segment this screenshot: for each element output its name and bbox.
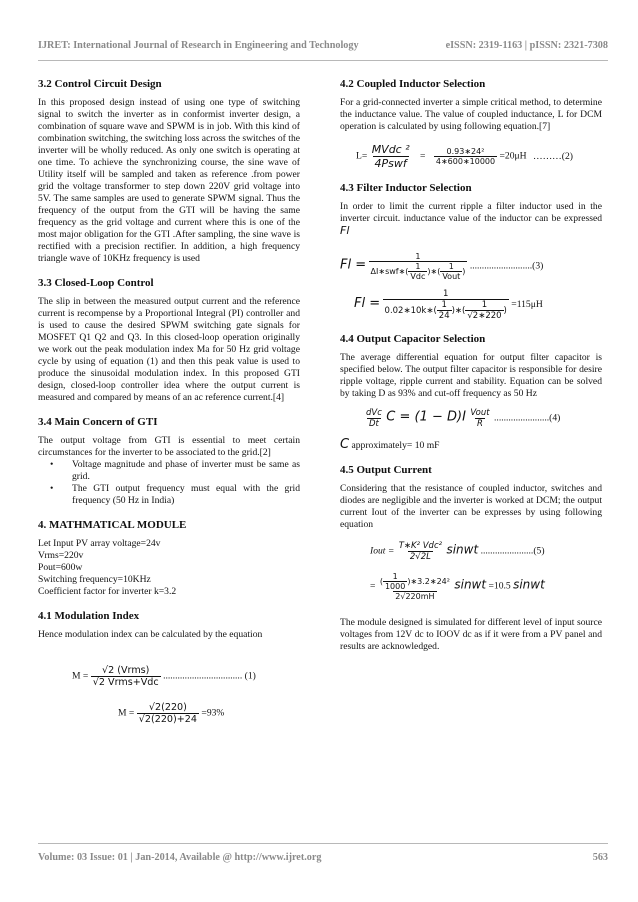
bullet-list — [38, 459, 300, 507]
eq-denominator: Vout — [442, 272, 461, 281]
eq-term: 0.02∗10k∗ — [384, 306, 434, 316]
eq-denominator: ΔI∗swf∗( $\frac{1}{\text{Vdc}}$ )∗( $\frac{1}{\text{Vout}}$ ) — [370, 262, 466, 281]
section-heading: 3.3 Closed-Loop Control — [38, 277, 154, 289]
equation-4 — [364, 408, 602, 429]
section-heading: 4.3 Filter Inductor Selection — [340, 182, 472, 194]
footer-rule — [38, 843, 608, 844]
eq-numerator: 1 — [415, 252, 421, 261]
eq-result: =115μH — [511, 299, 543, 311]
bullet-item: • Voltage magnitude and phase of inverter must be same as grid. — [38, 459, 300, 483]
eq-fraction — [437, 300, 452, 321]
eq-function: sinwt — [513, 577, 545, 592]
section-paragraph: For a grid-connected inverter a simple critical method, to determine the inductance value. The value of coupled inductance, L for DCM operation is calculated by using following equation.[7] — [340, 97, 602, 132]
eq-fraction — [397, 541, 444, 562]
issn-label: eISSN: 2319-1163 | pISSN: 2321-7308 — [445, 40, 608, 51]
eq-denominator: √2 Vrms+Vdc — [92, 677, 159, 688]
eq-denominator: R — [477, 419, 483, 429]
eq-denominator: Dt — [369, 419, 379, 429]
eq-numerator: 0.93∗24² — [446, 147, 485, 156]
section-4 — [38, 519, 300, 598]
eq-denominator: √2∗220 — [467, 311, 502, 321]
section-heading: 4.2 Coupled Inductor Selection — [340, 78, 486, 90]
eq-fraction — [408, 262, 427, 281]
eq-denominator: 24 — [438, 311, 450, 321]
eq-result: approximately= 10 mF — [351, 440, 440, 451]
eq-denominator: 1000 — [384, 582, 406, 591]
eq-function: sinwt — [454, 577, 487, 592]
header-rule — [38, 60, 608, 61]
section-4-3 — [340, 182, 602, 321]
left-column — [38, 78, 300, 737]
eq-symbol: C — [340, 437, 350, 452]
running-footer — [38, 852, 608, 863]
section-heading: 4.1 Modulation Index — [38, 610, 140, 622]
equation-2 — [356, 143, 602, 170]
eq-denominator: 2√220mH — [395, 592, 435, 601]
section-heading: 4.4 Output Capacitor Selection — [340, 333, 486, 345]
eq-numerator: 1 — [392, 572, 398, 581]
eq-fraction — [137, 702, 199, 725]
eq-fraction — [383, 572, 407, 591]
eq-numerator: 1 — [442, 289, 449, 299]
eq-number: ………(2) — [532, 150, 573, 162]
equation-1-result — [118, 702, 300, 725]
eq-numerator: √2 (Vrms) — [101, 665, 150, 676]
eq-denominator: 4Pswf — [374, 157, 407, 170]
eq-result: =93% — [201, 707, 225, 719]
parameter-line: Let Input PV array voltage=24v — [38, 538, 161, 549]
eq-number: .......................(4) — [494, 412, 561, 424]
equation-3-result — [354, 289, 602, 321]
eq-denominator: 0.02∗10k∗( $\frac{1}{24}$ )∗( $\frac{1}{√2∗220}$ ) — [384, 300, 507, 321]
eq-denominator: √2(220)+24 — [138, 714, 198, 725]
equation-5-result — [370, 572, 602, 601]
page-number: 563 — [592, 852, 608, 863]
eq-fraction — [378, 572, 452, 601]
eq-numerator: 1 — [415, 262, 421, 271]
section-4-2 — [340, 78, 602, 170]
eq-fraction — [440, 262, 462, 281]
parameter-line: Switching frequency=10KHz — [38, 574, 151, 585]
eq-fraction — [465, 300, 503, 321]
eq-fraction — [383, 289, 509, 321]
journal-name: IJRET: International Journal of Research in Engineering and Technology — [38, 40, 359, 51]
eq-denominator: Vdc — [410, 272, 426, 281]
eq-fraction — [468, 408, 491, 429]
eq-denominator: 4∗600∗10000 — [435, 157, 496, 166]
eq-numerator: 1 — [441, 300, 447, 310]
section-paragraph: Considering that the resistance of coupled inductor, switches and diodes are negligible and the inverter is worked at DCM; the output current Iout of the inverter can be expresses by using following equation — [340, 483, 602, 530]
eq-denominator: 2√2L — [409, 552, 431, 562]
eq-numerator: √2(220) — [148, 702, 187, 713]
section-paragraph — [340, 201, 602, 238]
paragraph-text: In order to limit the current ripple a filter inductor used in the inverter circuit. inductance value of the inductor can be expressed — [340, 201, 602, 224]
eq-numerator: 1 — [481, 300, 488, 310]
eq-lhs: Iout = — [370, 545, 395, 557]
bullet-item: • The GTI output frequency must equal with the grid frequency (50 Hz in India) — [38, 483, 300, 507]
parameter-line: Coefficient factor for inverter k=3.2 — [38, 586, 177, 597]
eq-number: ................................. (1) — [163, 670, 256, 682]
eq-lhs: L= — [356, 150, 368, 162]
section-4-1 — [38, 610, 300, 725]
running-header — [38, 40, 608, 51]
equation-3 — [340, 252, 602, 281]
eq-numerator: T∗K² Vdc² — [398, 541, 443, 551]
eq-number: ..........................(3) — [469, 260, 544, 272]
eq-body: C = (1 − D)I — [386, 409, 466, 425]
eq-numerator: Vout — [470, 408, 490, 418]
eq-fraction — [369, 252, 468, 281]
eq-fraction — [370, 143, 412, 170]
eq-result: =20μH — [499, 150, 527, 162]
eq-lhs: M = — [118, 707, 135, 719]
eq-fraction — [91, 665, 161, 688]
section-3-3 — [38, 277, 300, 404]
eq-number: ......................(5) — [480, 545, 545, 557]
section-heading: 3.4 Main Concern of GTI — [38, 416, 158, 428]
eq-fraction — [364, 408, 384, 429]
eq-numerator: dVc — [366, 408, 382, 418]
parameter-line: Pout=600w — [38, 562, 83, 573]
eq-function: sinwt — [446, 542, 479, 557]
eq-lhs: = — [370, 580, 376, 592]
capacitance-result — [340, 437, 602, 452]
section-heading: 3.2 Control Circuit Design — [38, 78, 162, 90]
eq-numerator: MVdc ² — [371, 143, 410, 156]
section-3-2 — [38, 78, 300, 265]
eq-numerator: 1 — [448, 262, 454, 271]
eq-fraction — [434, 147, 497, 166]
eq-term: ∗3.2∗24² — [410, 577, 450, 586]
equation-5 — [370, 541, 602, 562]
section-paragraph: The average differential equation for output filter capacitor is specified below. The output filter capacitor is responsible for desire ripple voltage, ripple current and stability. Equation can be solved by taking D as 93% and cut-off frequency as 50 Hz — [340, 352, 602, 399]
section-paragraph: The output voltage from GTI is essential to meet certain circumstances for the inverter to be associated to the grid.[2] — [38, 435, 300, 458]
section-4-4 — [340, 333, 602, 452]
section-paragraph: The slip in between the measured output current and the reference current is recompense by a Proportional Integral (PI) controller and is used to cause the desired SPWM switching gate signals for MOSFET Q1 Q2 and Q3. In this closed-loop operation originally we work out the peak modulation index Ma for 50 Hz grid voltage cycle by using of equation (1) and then this peak value is used to produce the sinusoidal modulation index. In this proposed GTI design, closed-loop controller idea where the output current is measured and compared by means of an ac reference current.[4] — [38, 296, 300, 403]
section-paragraph: The module designed is simulated for different level of input source voltages from 12V dc to IOOV dc as if it were from a PV panel and results are acknowledged. — [340, 617, 602, 652]
eq-term: ΔI∗swf∗ — [370, 267, 406, 276]
eq-lhs: Fl = — [354, 296, 381, 312]
section-paragraph: In this proposed design instead of using one type of switching signal to switch the inverter as in conformist inverter design, a combination of square wave and SPWM is in job. With this kind of combination switching, the switching loss across the switches of the inverter will be wholly reduced. As only one switch is operating at one time. To achieve the synchronizing course, the sine wave of Utility itself will be sampled and taken as reference .from power grid the voltage transformer to step down 220V grid voltage into 5V. The same samples are used to generate SPWM signal. Thus the frequency of the output from the GTI will be having the same frequency as the grid voltage and current where this is one of the most major obligation for the GTI .After sampling, the sine wave is rectified with a precision rectifier. In addition, a high frequency triangle wave of 10KHz frequency is used — [38, 97, 300, 264]
section-heading: 4. MATHMATICAL MODULE — [38, 519, 187, 531]
eq-equals: = — [420, 150, 426, 162]
section-heading: 4.5 Output Current — [340, 464, 432, 476]
eq-lhs: Fl = — [340, 257, 367, 273]
section-4-5 — [340, 464, 602, 653]
section-3-4 — [38, 416, 300, 507]
inline-symbol: Fl — [340, 224, 350, 237]
right-column — [340, 78, 602, 665]
volume-info: Volume: 03 Issue: 01 | Jan-2014, Available @ http://www.ijret.org — [38, 852, 322, 863]
section-paragraph: Hence modulation index can be calculated by the equation — [38, 629, 263, 640]
eq-numerator: ( $\frac{1}{1000}$ )∗3.2∗24² — [379, 572, 450, 591]
parameter-line: Vrms=220v — [38, 550, 84, 561]
eq-result: =10.5 — [488, 580, 511, 592]
eq-lhs: M = — [72, 670, 89, 682]
equation-1 — [72, 665, 300, 688]
